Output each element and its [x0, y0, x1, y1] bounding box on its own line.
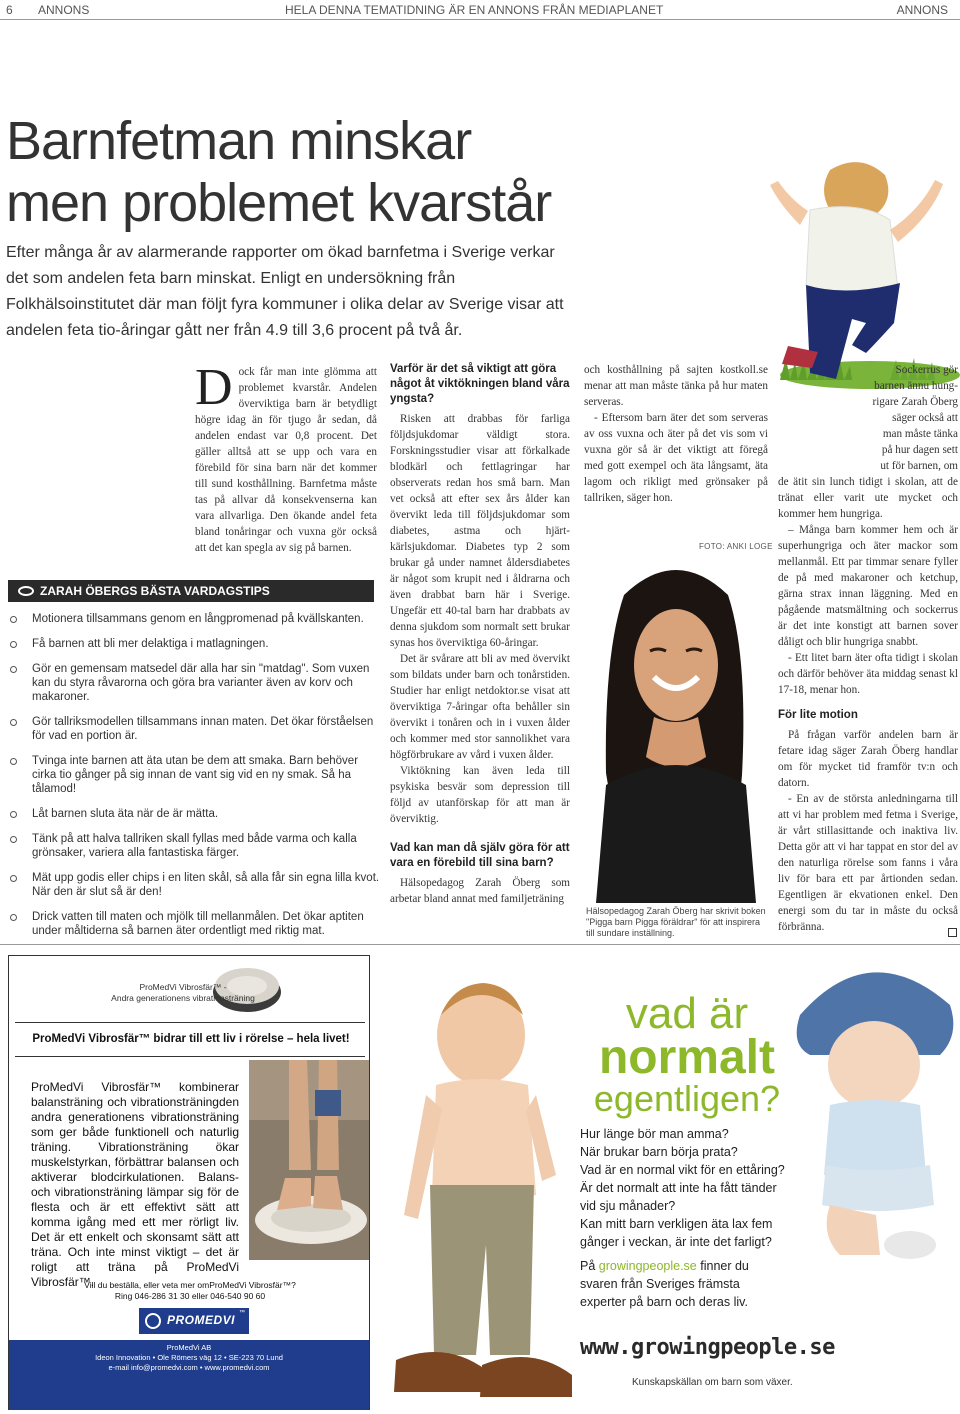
product-caption	[49, 982, 317, 1004]
ad-divider	[15, 1022, 365, 1023]
column-4-paragraph: de ätit sin lunch tidigt i skolan, att de tränat eller varit ute mycket och kommer hem hungriga.	[778, 476, 958, 520]
column-4-wrapped-lines	[778, 362, 958, 474]
subheading-what-to-do: Vad kan man då själv göra för att vara en förebild till sina barn?	[390, 842, 570, 869]
header-left-label: ANNONS	[38, 3, 90, 17]
question-line: Är det normalt att inte ha fått tänder	[580, 1181, 777, 1195]
title-line-2: men problemet kvarstår	[6, 173, 552, 233]
cta-link[interactable]: growingpeople.se	[598, 1259, 697, 1273]
wrapped-line: ut för barnen, om	[880, 460, 958, 472]
column-4-paragraph: På frågan varför andelen barn är fetare idag säger Zarah Öberg handlar om för mycket tid framför tv:n och datorn.	[778, 729, 958, 789]
growingpeople-ad	[376, 955, 960, 1414]
question-line: Vad är en normal vikt för en ettåring?	[580, 1163, 785, 1177]
column-4-paragraph: - En av de största anledningarna till att vi har problem med fetma i Sverige, är vårt stillasittande och inaktiva liv. Detta gör att vi har tappat en stor del av den naturliga rörelse som fanns i våra liv för bara ett par årtionden sedan. Egentligen är ekvationen enkel. Den energi som du tar in måste du också förbränna.	[778, 793, 958, 933]
question-line: gånger i veckan, är inte det farligt?	[580, 1235, 772, 1249]
product-caption-line-1: ProMedVi Vibrosfär™ -	[139, 982, 227, 992]
promedvi-logo-tm: ™	[239, 1310, 245, 1316]
company-address: Ideon Innovation • Ole Römers väg 12 • SE-223 70 Lund	[95, 1353, 283, 1362]
article-column-1	[195, 359, 377, 556]
tip-item: Få barnen att bli mer delaktiga i matlagningen.	[10, 637, 382, 651]
page-header	[0, 0, 960, 20]
tip-item: Tvinga inte barnen att äta utan be dem att smaka. Barn behöver cirka tio gånger på sig innan de vant sig vid en ny smak. Så ha tålamod!	[10, 754, 382, 796]
wrapped-line: rigare Zarah Öberg	[872, 396, 958, 408]
wrapped-line: man måste tänka	[882, 428, 958, 440]
tip-item: Mät upp godis eller chips i en liten skål, så alla får sin egna lilla kvot. När den är slut så är den!	[10, 871, 382, 899]
cta-prefix: På	[580, 1259, 599, 1273]
promedvi-logo-icon	[145, 1313, 161, 1329]
promedvi-tagline: ProMedVi Vibrosfär™ bidrar till ett liv i rörelse – hela livet!	[32, 1033, 350, 1045]
tip-item: Låt barnen sluta äta när de är mätta.	[10, 807, 382, 821]
tip-item: Tänk på att halva tallriken skall fyllas med både varma och kalla grönsaker, variera alla fantastiska färger.	[10, 832, 382, 860]
subheading-why: Varför är det så viktigt att göra något åt viktökningen bland våra yngsta?	[390, 363, 570, 405]
column-4-paragraph: – Många barn kommer hem och är superhungriga och äter mackor som mellanmål. Ett par timmar senare fyller de på med makaroner och ketchup, gärna strax innan läggning. Med en pågående matsmältning och sockerrus är det inte konstigt att barnen sover dåligt och blir hungriga snabbt.	[778, 524, 958, 648]
cta-suffix: finner du svaren från Sveriges främsta experter på barn och deras liv.	[580, 1259, 749, 1309]
wrapped-line: Sockerrus gör	[895, 364, 958, 376]
headline-line-3: egentligen?	[593, 1078, 781, 1119]
wrapped-line: barnen ännu hung-	[874, 380, 958, 392]
question-line: Kan mitt barn verkligen äta lax fem	[580, 1217, 773, 1231]
portrait-photo	[584, 555, 768, 903]
ad-divider	[15, 1056, 365, 1057]
page-number: 6	[6, 3, 13, 17]
baby-with-hat-photo	[790, 955, 960, 1265]
tips-logo-icon	[18, 586, 34, 596]
header-right-label: ANNONS	[896, 3, 948, 17]
photo-credit: FOTO: ANKI LOGE	[699, 542, 773, 551]
portrait-caption: Hälsopedagog Zarah Öberg har skrivit boken "Pigga barn Pigga föräldrar" för att inspirera till sundare inställning.	[586, 906, 766, 938]
tip-item: Gör en gemensam matsedel där alla har sin "matdag". Som vuxen kan du styra råvarorna och göra bra varianter även av korv och makaroner.	[10, 662, 382, 704]
promedvi-body: ProMedVi Vibrosfär™ kombinerar balansträning och vibrationsträningden andra generationens vibrationsträning som ger både funktionell och naturlig träning. Vibrationsträning ökar muskelstyrkan, förbättrar balansen och aktiverar blodcirkulationen. Balans- och vibrationsträning lämpar sig för de flesta och är ett effektivt sätt att komma igång med ett mer rörligt liv. Det är ett enkelt och skonsamt sätt att träna. Och inte minst viktigt – det är roligt att träna på ProMedVi Vibrosfär™.	[31, 1080, 239, 1289]
growingpeople-headline	[582, 989, 792, 1119]
column-3-paragraph: - Eftersom barn äter det som serveras av oss vuxna och äter på det vis som vi vuxna gör så är det viktigt att föregå med gott exempel och äta långsamt, äta lagom och rikligt med grönsaker på tallriken, säger hon.	[584, 412, 768, 504]
column-2-paragraph: Hälsopedagog Zarah Öberg som arbetar bland annat med familjeträning	[390, 877, 570, 905]
header-center-label: HELA DENNA TEMATIDNING ÄR EN ANNONS FRÅN MEDIAPLANET	[285, 3, 664, 17]
column-4-paragraph: - Ett litet barn äter ofta tidigt i skolan och därför behöver äta middag senast kl 17-18, menar hon.	[778, 652, 958, 696]
toddler-in-big-shoes-photo	[386, 975, 576, 1405]
article-column-3	[584, 362, 768, 506]
subheading-exercise: För lite motion	[778, 709, 858, 721]
tips-list	[10, 612, 382, 949]
article-title	[6, 110, 726, 234]
growingpeople-cta	[580, 1257, 756, 1311]
headline-line-2: normalt	[598, 1031, 775, 1084]
promedvi-logo-text: PROMEDVI	[167, 1313, 236, 1327]
growingpeople-questions	[580, 1125, 790, 1251]
question-line: När brukar barn börja prata?	[580, 1145, 738, 1159]
growingpeople-url[interactable]: www.growingpeople.se	[580, 1335, 835, 1360]
column-1-text: ock får man inte glömma att problemet kvarstår. Andelen överviktiga barn är betydligt högre idag än för tjugo år sedan, då andelen endast var 0,8 procent. Det gäller alltså att se upp och vara en förebild för sina barn när det kommer till sund kosthållning. Barnfetma måste tas på allvar då konsekvenserna kan vara allvarliga. Den ökande andel feta bland tonåringar och vuxna gör också att det kan spegla av sig på barnen.	[195, 366, 377, 554]
column-3-paragraph: och kosthållning på sajten kostkoll.se menar att man måste tänka på hur maten serveras.	[584, 364, 768, 408]
column-2-paragraph: Viktökning kan även leda till psykiska besvär som depression till följd av utanförskap för att man är överviktig.	[390, 765, 570, 825]
promedvi-contact	[9, 1343, 369, 1373]
feet-on-vibrosfar-image	[249, 1060, 369, 1260]
dropcap-letter: D	[195, 359, 233, 416]
order-line-1: Vill du beställa, eller veta mer omProMedVi Vibrosfär™?	[84, 1280, 296, 1290]
section-divider	[0, 944, 960, 945]
headline-line-1: vad är	[625, 989, 749, 1038]
article-lead: Efter många år av alarmerande rapporter om ökad barnfetma i Sverige verkar det som andelen feta barn minskat. Enligt en undersökning från Folkhälsoinstitutet där man följt fyra kommuner i olika delar av Sverige visar att andelen feta tio-åringar gått ner från 4.9 till 3,6 procent på två år.	[6, 244, 564, 339]
column-2-paragraph: Risken att drabbas för farliga följdsjukdomar väldigt stora. Forskningsstudier visar att förkalkade blodkärl och fettlagringar har observerats redan hos små barn. Man vet också att efter sex års ålder kan övervikt leda till följdsjukdomar som diabetes, astma och hjärt-kärlsjukdomar. Diabetes typ 2 som brukar gå under namnet åldersdiabetes är något som krupit ned i åldrarna och även drabbat barn här i Sverige. Ungefär ett 40-tal barn har drabbats av denna sjukdom som normalt sett brukar synas hos överviktiga 60-åringar.	[390, 413, 570, 649]
tips-heading: ZARAH ÖBERGS BÄSTA VARDAGSTIPS	[40, 584, 270, 598]
title-line-1: Barnfetman minskar	[6, 111, 472, 171]
growingpeople-slogan: Kunskapskällan om barn som växer.	[632, 1377, 793, 1388]
running-child-photo	[740, 150, 960, 390]
product-caption-line-2: Andra generationens vibrationsträning	[111, 993, 255, 1003]
promedvi-footer	[9, 1340, 369, 1410]
wrapped-line: säger också att	[892, 412, 958, 424]
article-column-2	[390, 362, 570, 907]
question-line: Hur länge bör man amma?	[580, 1127, 729, 1141]
tips-heading-bar	[8, 580, 374, 602]
company-email-web: e-mail info@promedvi.com • www.promedvi.com	[108, 1363, 270, 1372]
company-name: ProMedVi AB	[166, 1343, 212, 1352]
question-line: vid sju månader?	[580, 1199, 676, 1213]
article-column-4	[778, 362, 958, 935]
tip-item: Motionera tillsammans genom en långpromenad på kvällskanten.	[10, 612, 382, 626]
tip-item: Drick vatten till maten och mjölk till mellanmålen. Det ökar aptiten under måltiderna så barnen äter ordentligt med riktig mat.	[10, 910, 382, 938]
end-mark-icon	[948, 928, 957, 937]
promedvi-logo	[139, 1308, 249, 1334]
promedvi-ad	[8, 955, 370, 1410]
order-info	[19, 1280, 361, 1302]
column-2-paragraph: Det är svårare att bli av med övervikt som bildats under barn och tonårstiden. Studier har enligt netdoktor.se visat att överviktiga 7-åringar ofta behåller sin övervikt i tonåren och in i vuxen ålder och kommer med stor sannolikhet vara högförbrukare av vård i vuxen ålder.	[390, 653, 570, 761]
order-line-2: Ring 046-286 31 30 eller 046-540 90 60	[114, 1291, 266, 1301]
wrapped-line: på hur dagen sett	[881, 444, 958, 456]
tip-item: Gör tallriksmodellen tillsammans innan maten. Det ökar förståelsen för vad en portion är.	[10, 715, 382, 743]
